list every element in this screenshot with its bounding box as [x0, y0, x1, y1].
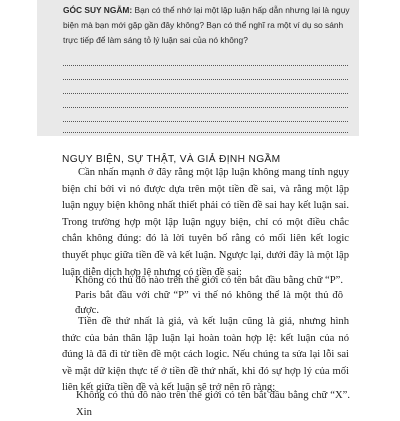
section-heading: NGỤY BIỆN, SỰ THẬT, VÀ GIẢ ĐỊNH NGẦM — [62, 154, 281, 165]
answer-line[interactable] — [63, 121, 348, 122]
example-quote-2: Không có thủ đô nào trên thế giới có tên bắt đầu bằng chữ “X”. Xin — [76, 390, 350, 418]
answer-line[interactable] — [63, 79, 348, 80]
answer-line[interactable] — [63, 132, 348, 133]
body-paragraph-1: Cần nhấn mạnh ở đây rằng một lập luận không mang tính ngụy biện chỉ bởi vì nó được dựa trên một tiền đề sai, và rằng một lập luận ngụy biện không nhất thiết phải có tiền đề sai hay kết luận sai. Trong trường hợp một lập luận ngụy biện, chỉ có một điều chắc chắn không đúng: đó là lời tuyên bố rằng có mối liên kết logic thuyết phục giữa tiền đề và kết luận. Ngược lại, dưới đây là một lập luận diễn dịch hợp lệ nhưng có tiền đề sai: — [62, 167, 349, 278]
example-quote: Không có thủ đô nào trên thế giới có tên bắt đầu bằng chữ “P”. Paris bắt đầu với chữ “P” vì thế nó không thể là một thủ đô được. — [75, 275, 343, 316]
answer-line[interactable] — [63, 107, 348, 108]
reflection-prompt — [63, 3, 353, 48]
body-paragraph-2: Tiền đề thứ nhất là giả, và kết luận cũng là giả, nhưng hình thức của bản thân lập luận lại hoàn toàn hợp lệ: kết luận của nó đúng là đã đi từ tiền đề một cách logic. Nếu chúng ta sửa lại lỗi sai về mặt dữ kiện thực tế ở tiền đề thứ nhất, khi đó sự hợp lý của mối liên kết giữa tiền đề và kết luận sẽ trở nên rõ ràng: — [62, 316, 349, 394]
answer-line[interactable] — [63, 93, 348, 94]
answer-line[interactable] — [63, 65, 348, 66]
reflection-question: Bạn có thể nhớ lại một lập luận hấp dẫn nhưng lại là ngụy biện mà bạn mới gặp gần đây không? Bạn có thể nghĩ ra một ví dụ so sánh trực tiếp để làm sáng tỏ lý luận sai của nó không? — [63, 5, 350, 45]
reflection-label: GÓC SUY NGẪM: — [63, 5, 133, 15]
